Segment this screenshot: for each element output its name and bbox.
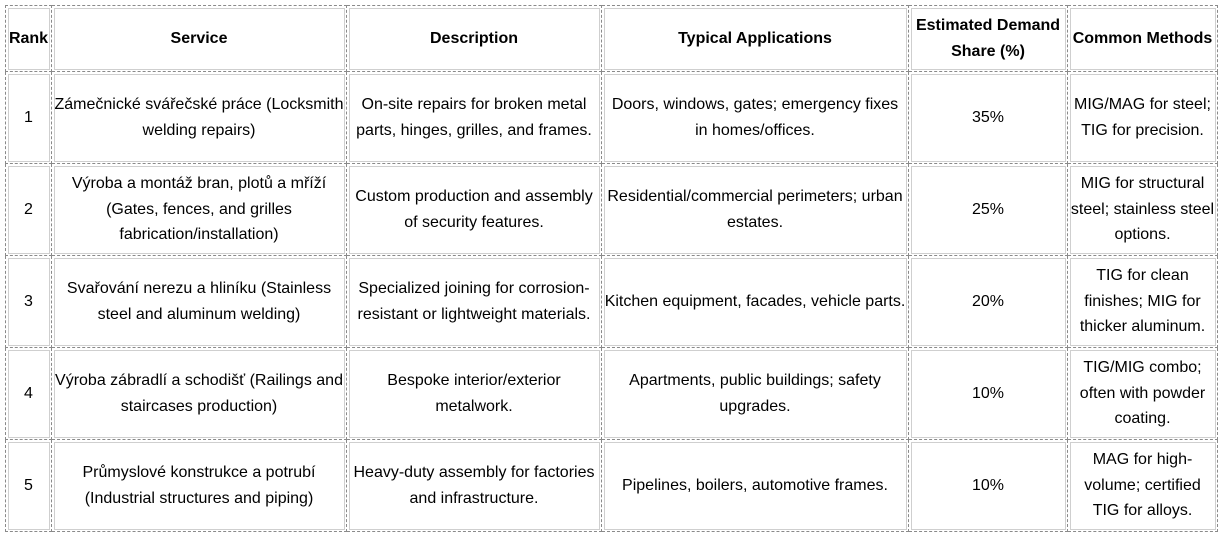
cell-share: 10% [909, 348, 1068, 440]
cell-rank: 1 [6, 72, 52, 164]
cell-applications: Kitchen equipment, facades, vehicle parts. [602, 256, 909, 348]
cell-share: 10% [909, 440, 1068, 532]
cell-methods: MIG for structural steel; stainless steel options. [1068, 164, 1218, 256]
cell-applications: Apartments, public buildings; safety upgrades. [602, 348, 909, 440]
table-row [6, 440, 1218, 532]
table-row [6, 348, 1218, 440]
cell-applications: Pipelines, boilers, automotive frames. [602, 440, 909, 532]
cell-methods: TIG/MIG combo; often with powder coating. [1068, 348, 1218, 440]
header-row [6, 6, 1218, 72]
header-rank: Rank [6, 6, 52, 72]
cell-share: 20% [909, 256, 1068, 348]
table-row [6, 72, 1218, 164]
cell-applications: Residential/commercial perimeters; urban estates. [602, 164, 909, 256]
cell-rank: 3 [6, 256, 52, 348]
cell-share: 25% [909, 164, 1068, 256]
cell-description: Heavy-duty assembly for factories and infrastructure. [347, 440, 602, 532]
cell-description: Custom production and assembly of security features. [347, 164, 602, 256]
header-applications: Typical Applications [602, 6, 909, 72]
cell-methods: TIG for clean finishes; MIG for thicker aluminum. [1068, 256, 1218, 348]
cell-description: Bespoke interior/exterior metalwork. [347, 348, 602, 440]
table-container [5, 5, 1218, 532]
header-service: Service [52, 6, 347, 72]
cell-rank: 5 [6, 440, 52, 532]
cell-rank: 2 [6, 164, 52, 256]
cell-description: Specialized joining for corrosion-resistant or lightweight materials. [347, 256, 602, 348]
services-table [5, 5, 1218, 532]
cell-rank: 4 [6, 348, 52, 440]
cell-description: On-site repairs for broken metal parts, hinges, grilles, and frames. [347, 72, 602, 164]
cell-service: Výroba zábradlí a schodišť (Railings and staircases production) [52, 348, 347, 440]
header-methods: Common Methods [1068, 6, 1218, 72]
table-row [6, 164, 1218, 256]
cell-applications: Doors, windows, gates; emergency fixes in homes/offices. [602, 72, 909, 164]
cell-share: 35% [909, 72, 1068, 164]
header-description: Description [347, 6, 602, 72]
table-row [6, 256, 1218, 348]
header-share: Estimated Demand Share (%) [909, 6, 1068, 72]
cell-service: Průmyslové konstrukce a potrubí (Industrial structures and piping) [52, 440, 347, 532]
cell-service: Zámečnické svářečské práce (Locksmith welding repairs) [52, 72, 347, 164]
cell-service: Svařování nerezu a hliníku (Stainless steel and aluminum welding) [52, 256, 347, 348]
cell-service: Výroba a montáž bran, plotů a mříží (Gates, fences, and grilles fabrication/installation) [52, 164, 347, 256]
cell-methods: MIG/MAG for steel; TIG for precision. [1068, 72, 1218, 164]
cell-methods: MAG for high-volume; certified TIG for alloys. [1068, 440, 1218, 532]
